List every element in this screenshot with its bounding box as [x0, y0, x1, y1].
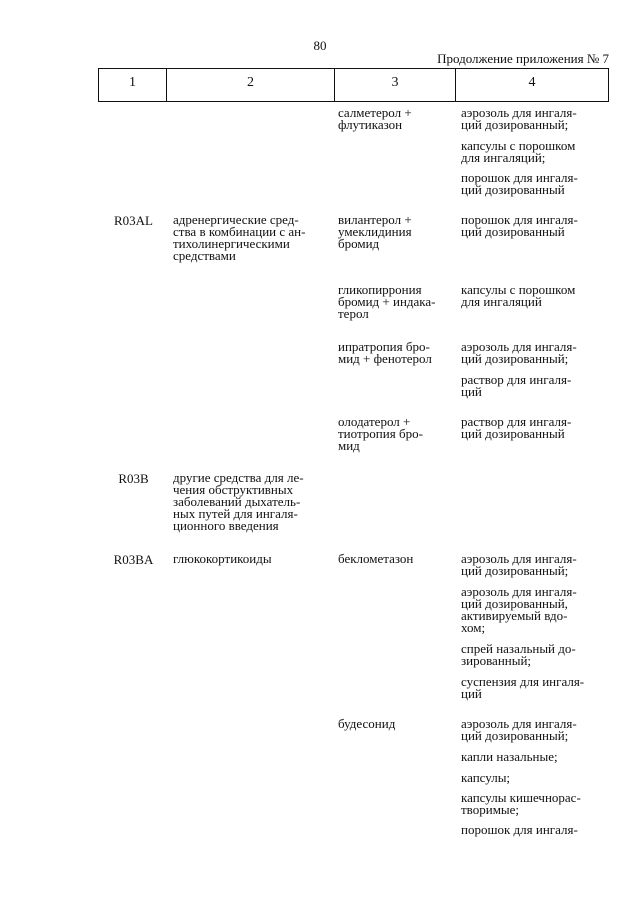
cell-text-line: тихолинергическими — [173, 236, 290, 251]
cell-text-line: ных путей для ингаля- — [173, 506, 298, 521]
cell-text-line: ций дозированный; — [461, 351, 569, 366]
dosage-form-cell — [461, 140, 611, 164]
substance-cell — [338, 214, 458, 250]
cell-text-line: умеклидиния — [338, 224, 412, 239]
group-name-cell — [173, 472, 333, 532]
group-name-cell — [173, 553, 333, 565]
cell-text-line: раствор для ингаля- — [461, 372, 572, 387]
cell-text-line: R03BA — [113, 552, 154, 567]
dosage-form-cell — [461, 284, 611, 308]
cell-text-line: другие средства для ле- — [173, 470, 304, 485]
substance-cell — [338, 341, 458, 365]
cell-text-line: R03AL — [114, 213, 153, 228]
substance-cell — [338, 107, 458, 131]
cell-text-line: ций — [461, 686, 482, 701]
cell-text-line: ций дозированный; — [461, 563, 569, 578]
cell-text-line: порошок для ингаля- — [461, 822, 578, 837]
atc-code-cell — [100, 553, 167, 566]
cell-text-line: терол — [338, 306, 369, 321]
atc-code-cell — [100, 472, 167, 485]
dosage-form-cell — [461, 676, 611, 700]
header-col-2: 2 — [247, 75, 254, 90]
cell-text-line: капли назальные; — [461, 749, 558, 764]
cell-text-line: ций дозированный — [461, 224, 565, 239]
substance-cell — [338, 553, 458, 565]
dosage-form-cell — [461, 586, 611, 634]
cell-text-line: тиотропия бро- — [338, 426, 423, 441]
cell-text-line: ций дозированный; — [461, 728, 569, 743]
cell-text-line: ций дозированный — [461, 426, 565, 441]
cell-text-line: мид + фенотерол — [338, 351, 432, 366]
table-header-row — [99, 68, 609, 102]
cell-text-line: беклометазон — [338, 551, 414, 566]
cell-text-line: аэрозоль для ингаля- — [461, 339, 577, 354]
cell-text-line: спрей назальный до- — [461, 641, 576, 656]
cell-text-line: будесонид — [338, 716, 396, 731]
cell-text-line: флутиказон — [338, 117, 403, 132]
dosage-form-cell — [461, 172, 611, 196]
cell-text-line: бромид — [338, 236, 380, 251]
cell-text-line: порошок для ингаля- — [461, 212, 578, 227]
cell-text-line: аэрозоль для ингаля- — [461, 584, 577, 599]
dosage-form-cell — [461, 824, 611, 836]
cell-text-line: хом; — [461, 620, 486, 635]
dosage-form-cell — [461, 643, 611, 667]
cell-text-line: порошок для ингаля- — [461, 170, 578, 185]
atc-code-cell — [100, 214, 167, 227]
dosage-form-cell — [461, 107, 611, 131]
dosage-form-cell — [461, 416, 611, 440]
cell-text-line: капсулы кишечнорас- — [461, 790, 581, 805]
cell-text-line: олодатерол + — [338, 414, 411, 429]
cell-text-line: для ингаляций — [461, 294, 542, 309]
cell-text-line: аэрозоль для ингаля- — [461, 105, 577, 120]
cell-text-line: для ингаляций; — [461, 150, 546, 165]
substance-cell — [338, 718, 458, 730]
substance-cell — [338, 284, 458, 320]
cell-text-line: средствами — [173, 248, 236, 263]
cell-text-line: аэрозоль для ингаля- — [461, 551, 577, 566]
column-divider — [608, 68, 609, 102]
cell-text-line: глюкокортикоиды — [173, 551, 272, 566]
dosage-form-cell — [461, 751, 611, 763]
dosage-form-cell — [461, 553, 611, 577]
cell-text-line: заболеваний дыхатель- — [173, 494, 301, 509]
substance-cell — [338, 416, 458, 452]
dosage-form-cell — [461, 374, 611, 398]
cell-text-line: ций дозированный; — [461, 117, 569, 132]
cell-text-line: капсулы; — [461, 770, 511, 785]
cell-text-line: раствор для ингаля- — [461, 414, 572, 429]
cell-text-line: вилантерол + — [338, 212, 412, 227]
cell-text-line: суспензия для ингаля- — [461, 674, 585, 689]
cell-text-line: R03B — [118, 471, 149, 486]
cell-text-line: адренергические сред- — [173, 212, 299, 227]
cell-text-line: творимые; — [461, 802, 520, 817]
cell-text-line: салметерол + — [338, 105, 412, 120]
dosage-form-cell — [461, 792, 611, 816]
cell-text-line: ций дозированный — [461, 182, 565, 197]
cell-text-line: ционного введения — [173, 518, 279, 533]
dosage-form-cell — [461, 772, 611, 784]
group-name-cell — [173, 214, 333, 262]
cell-text-line: ипратропия бро- — [338, 339, 430, 354]
dosage-form-cell — [461, 341, 611, 365]
cell-text-line: ства в комбинации с ан- — [173, 224, 306, 239]
header-col-1: 1 — [129, 75, 136, 90]
dosage-form-cell — [461, 718, 611, 742]
page-number: 80 — [313, 38, 327, 53]
cell-text-line: ций дозированный, — [461, 596, 568, 611]
cell-text-line: чения обструктивных — [173, 482, 294, 497]
cell-text-line: капсулы с порошком — [461, 282, 576, 297]
header-col-3: 3 — [391, 75, 399, 90]
cell-text-line: мид — [338, 438, 360, 453]
cell-text-line: бромид + индака- — [338, 294, 436, 309]
cell-text-line: ций — [461, 384, 482, 399]
cell-text-line: зированный; — [461, 653, 532, 668]
continuation-label: Продолжение приложения № 7 — [437, 51, 609, 66]
dosage-form-cell — [461, 214, 611, 238]
cell-text-line: гликопиррония — [338, 282, 422, 297]
cell-text-line: аэрозоль для ингаля- — [461, 716, 577, 731]
cell-text-line: активируемый вдо- — [461, 608, 568, 623]
header-col-4: 4 — [528, 75, 536, 90]
cell-text-line: капсулы с порошком — [461, 138, 576, 153]
